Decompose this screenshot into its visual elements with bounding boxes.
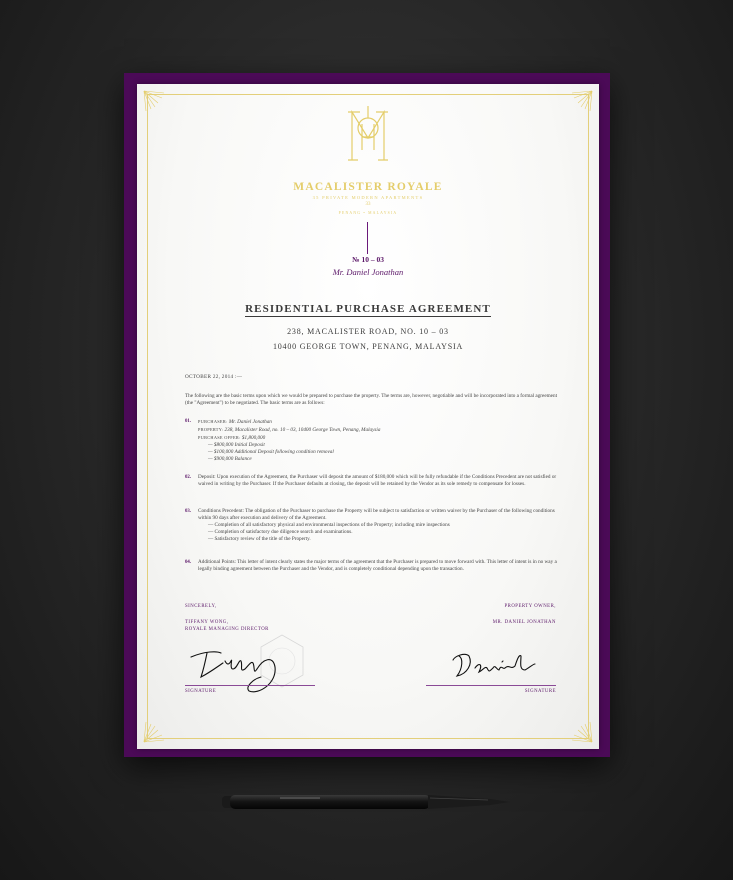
signer-right-name: MR. DANIEL JONATHAN [492,620,556,625]
vertical-divider [367,222,368,254]
offer-line [198,434,557,442]
property-address-line2: 10400 GEORGE TOWN, PENANG, MALAYSIA [272,342,464,351]
signature-label-right: SIGNATURE [524,689,556,694]
signer-left-title: ROYALE MANAGING DIRECTOR [185,627,269,632]
signature-line-right [426,685,556,686]
clause-number: 01. [185,419,191,424]
corner-ornament-icon [570,720,596,746]
clause-number: 02. [185,475,191,480]
clause-text: Conditions Precedent: The obligation of the Purchaser to purchase the Property will be subject to satisfaction or written waiver by the Purchaser of the following conditions within 90 days after execution and delivery of the Agreement. [198,508,555,521]
offer-item: — $100,000 Additional Deposit following condition removal [208,449,334,455]
property-value: 238, Macalister Road, no. 10 – 03, 10400 George Town, Penang, Malaysia [224,427,381,433]
document-title-text: RESIDENTIAL PURCHASE AGREEMENT [245,303,491,315]
clause-text: Deposit: Upon execution of the Agreement, the Purchaser will deposit the amount of $180,000 which will be fully refundable if the Conditions Precedent are not satisfied or waived in writing by the Purchaser. If the Purchaser defaults at closing, the deposit will be retained by the Vendor as its sole remedy to compensate for losses. [198,474,557,487]
closing-right: PROPERTY OWNER, [504,604,556,609]
condition-item: — Completion of all satisfactory physical and environmental inspections of the Property; including mire inspections [208,522,450,528]
signature-label-left: SIGNATURE [185,689,217,694]
clause-02 [185,474,557,488]
purchaser-value: Mr. Daniel Jonathan [228,419,272,425]
offer-item: — $900,000 Balance [208,456,252,462]
clause-03 [185,508,557,543]
corner-ornament-icon [570,87,596,113]
signature-line-left [185,685,315,686]
purchaser-label: PURCHASER: [198,419,228,424]
offer-value: $1,800,000 [241,435,266,441]
intro-paragraph: The following are the basic terms upon which we would be prepared to purchase the property. The terms are, however, negotiable and will be incorporated into a formal agreement (the "Agreement") to be negotiated. The basic terms are as follows: [185,393,558,406]
monogram-logo-icon [346,104,390,164]
clause-number: 04. [185,560,191,565]
clause-01 [185,418,557,463]
agreement-document [137,84,599,749]
brand-location: PENANG • MALAYSIA [338,211,398,215]
condition-item: — Satisfactory review of the title of the Property. [208,536,311,542]
corner-ornament-icon [140,87,166,113]
signature-right-image [449,650,539,680]
clause-number: 03. [185,509,191,514]
closing-left: SINCERELY, [185,604,217,609]
brand-name: MACALISTER ROYALE [293,181,443,193]
pen-icon [220,790,512,814]
clause-text: Additional Points: This letter of intent clearly states the major terms of the agreement that the Purchaser is prepared to move forward with. This letter of intent is in no way a legally binding agreement between the Purchaser and the Vendor, and is completely conditional depending upon the transaction. [198,559,557,572]
purchaser-line [198,418,557,426]
offer-label: PURCHASE OFFER: [198,435,241,440]
corner-ornament-icon [140,720,166,746]
signer-left-name: TIFFANY WONG, [185,620,229,625]
property-line [198,426,557,434]
property-address-line1: 238, MACALISTER ROAD, NO. 10 – 03 [287,327,449,336]
document-title [137,303,599,315]
clause-04 [185,559,557,573]
condition-item: — Completion of satisfactory due diligence search and examinations. [208,529,353,535]
unit-number: № 10 – 03 [352,255,384,264]
brand-subtitle: 35 PRIVATE MODERN APARTMENTS [312,195,424,200]
property-label: PROPERTY: [198,427,224,432]
offer-item: — $800,000 Initial Deposit [208,442,265,448]
document-date: OCTOBER 22, 2014 :— [185,374,243,380]
owner-name-italic: Mr. Daniel Jonathan [332,267,404,277]
brand-number: 33 [365,202,371,207]
